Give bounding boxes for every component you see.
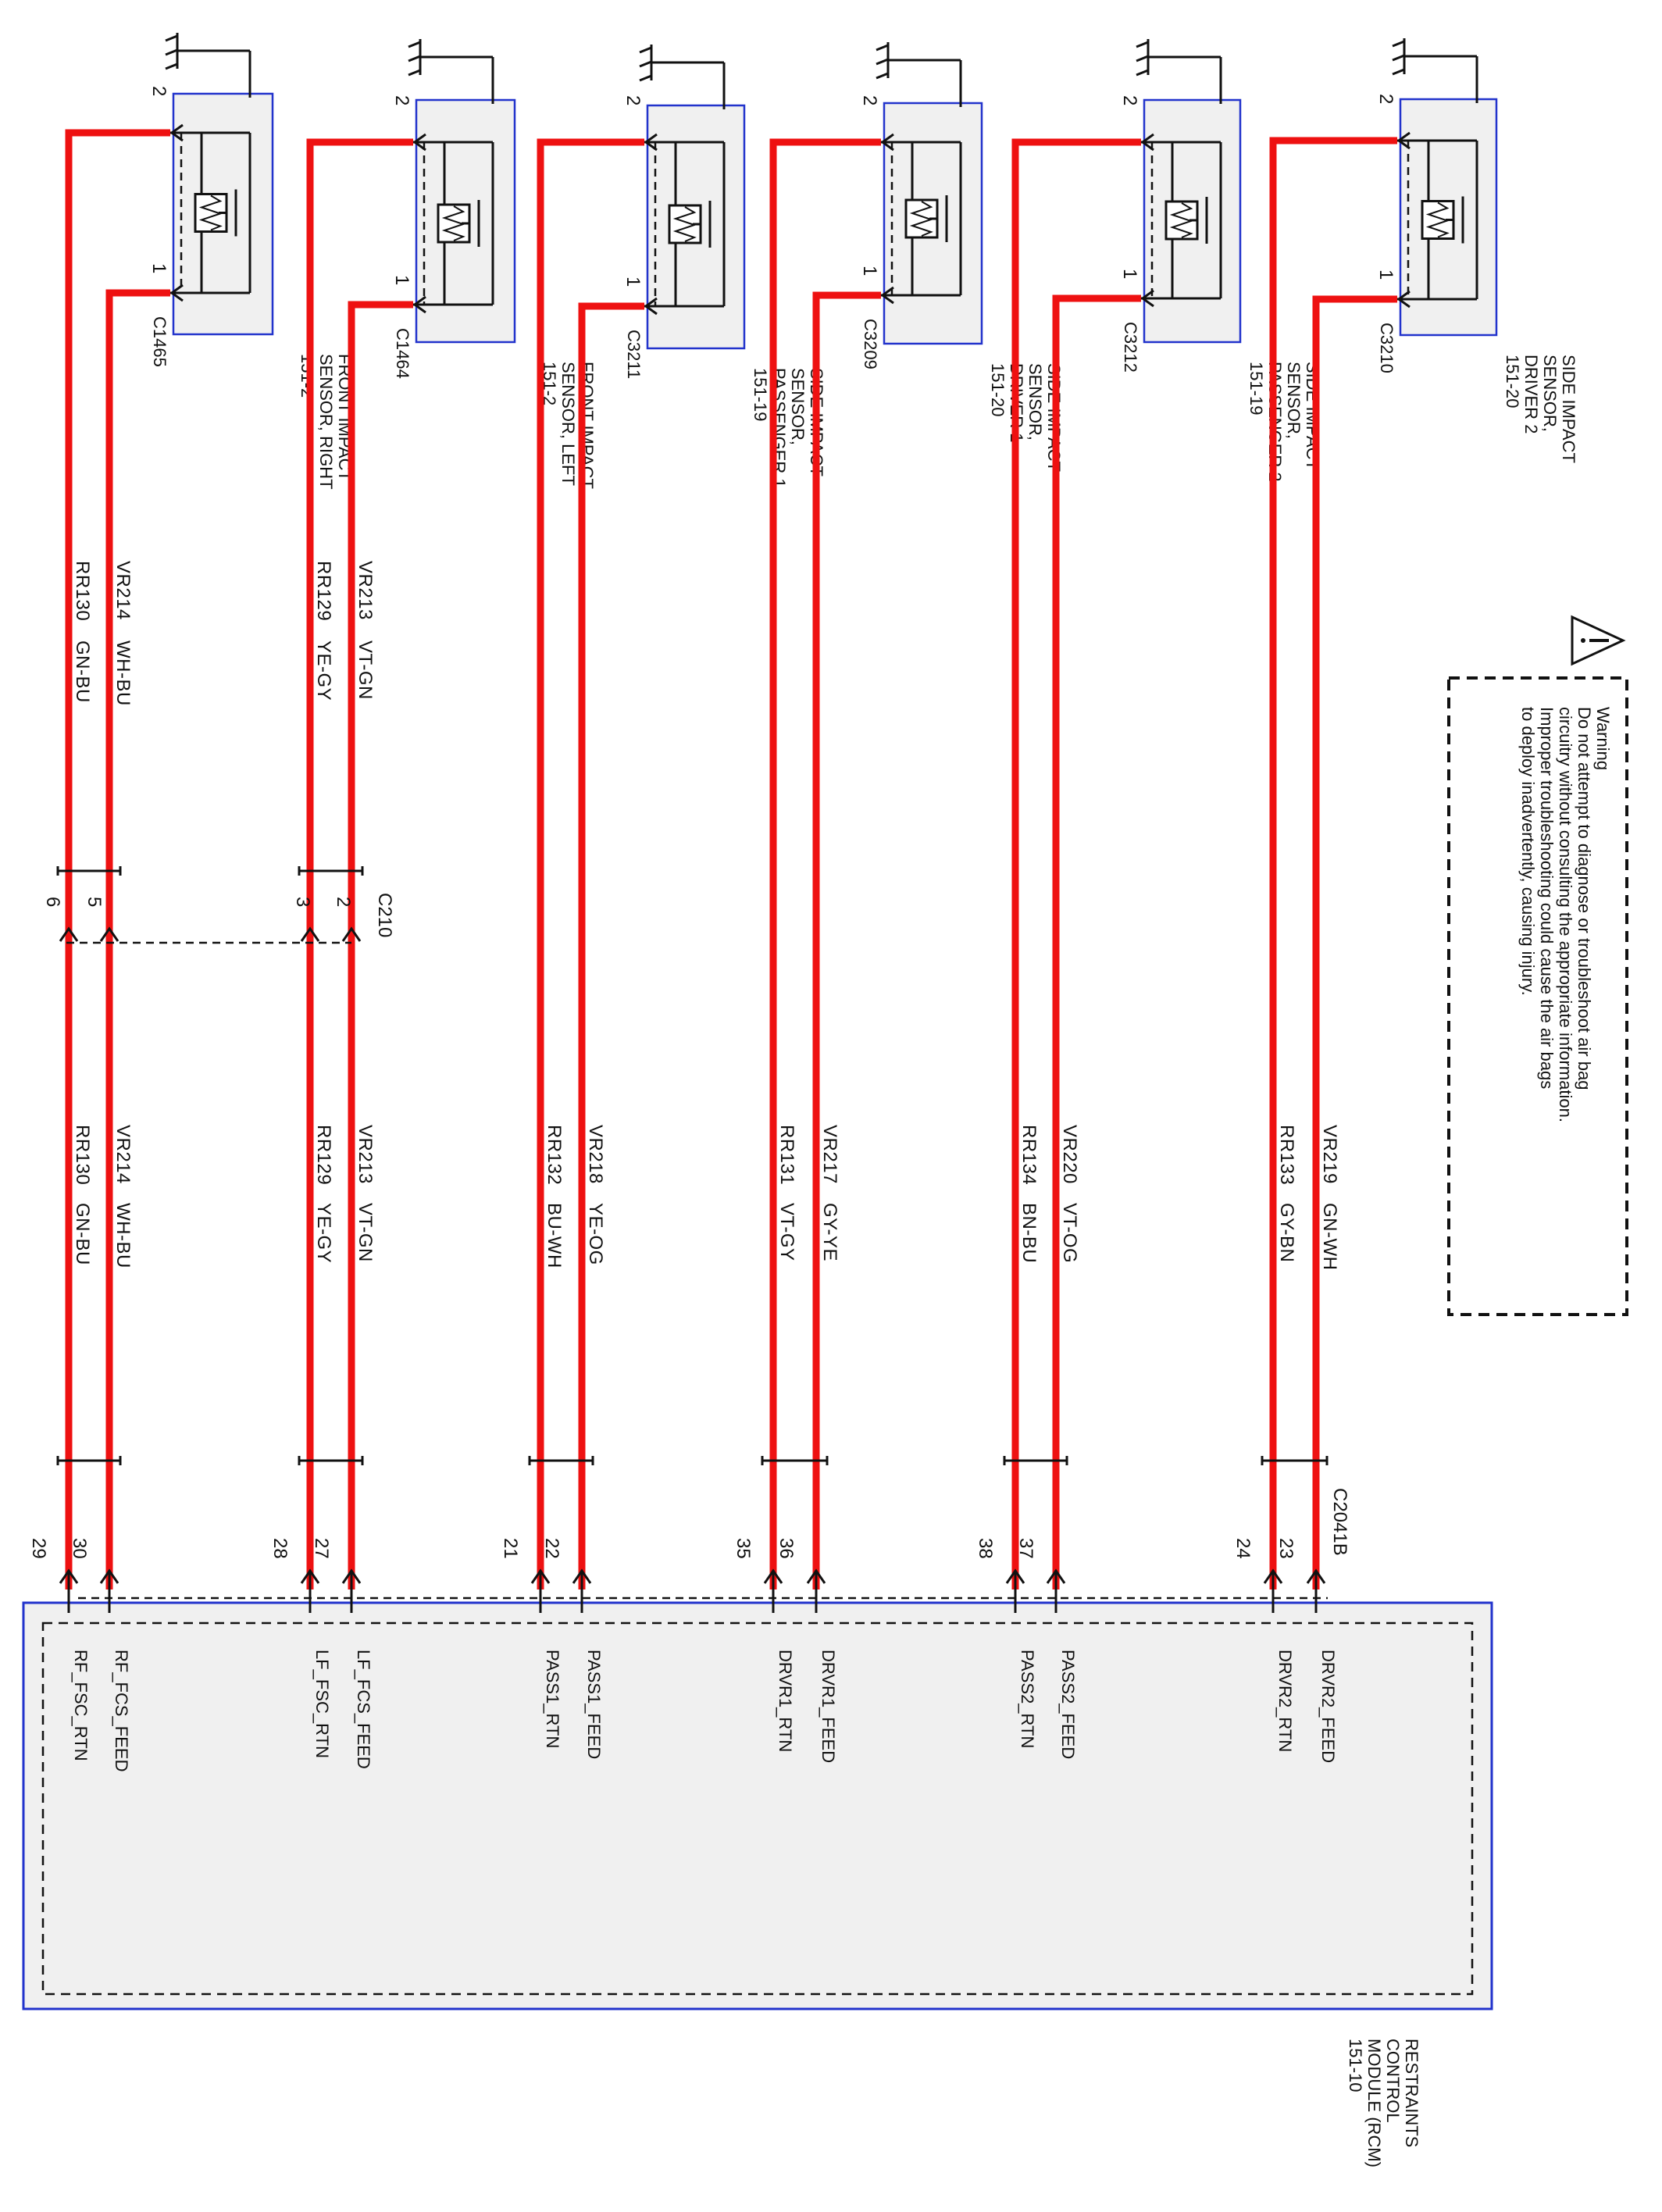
wire-color-vr217: GY-YE bbox=[819, 1203, 840, 1261]
sensor-lf bbox=[391, 39, 597, 489]
sensor-p2-name-1: SIDE IMPACT bbox=[1303, 362, 1322, 470]
upper-wire-label-rr129-group bbox=[313, 561, 334, 621]
sensor-p2-pin-2-group bbox=[1119, 95, 1140, 105]
signal-pass2_feed: PASS2_FEED bbox=[1058, 1650, 1078, 1760]
signal-pass1_feed: PASS1_FEED bbox=[584, 1650, 604, 1760]
rcm-pin-22: 22 bbox=[541, 1538, 562, 1559]
sensor-d1-name-3: DRIVER 1 bbox=[1007, 363, 1026, 443]
wire-label-rr132: RR132 bbox=[544, 1125, 565, 1186]
upper-wire-color-rr129-group bbox=[313, 640, 334, 701]
wire-color-rr129: YE-GY bbox=[313, 1203, 334, 1264]
sensor-d2-name-3-group bbox=[1521, 355, 1541, 433]
wire-color-vr218-group bbox=[585, 1203, 606, 1265]
warning-notice bbox=[1449, 617, 1627, 1315]
signal-drvr2_feed-group bbox=[1318, 1650, 1338, 1763]
wire-label-rr133: RR133 bbox=[1276, 1125, 1297, 1186]
sensor-rf-connector: C1465 bbox=[150, 316, 169, 367]
sensor-lf-ground-icon bbox=[408, 39, 493, 104]
signal-lf_fcs_feed: LF_FCS_FEED bbox=[354, 1650, 373, 1769]
sensor-d1-ground-icon bbox=[876, 42, 961, 107]
connector-c2041b bbox=[1329, 1488, 1350, 1556]
warning-line-4: to deploy inadvertently, causing injury. bbox=[1518, 707, 1538, 996]
rcm-pin-37-group bbox=[1015, 1538, 1036, 1559]
sensor-p2-pin-1-group bbox=[1119, 269, 1140, 279]
sensor-p1-ground-icon bbox=[640, 45, 724, 109]
signal-rf_fsc_rtn: RF_FSC_RTN bbox=[71, 1650, 91, 1761]
wire-label-rr134-group bbox=[1018, 1125, 1040, 1185]
signal-drvr2_rtn: DRVR2_RTN bbox=[1275, 1650, 1295, 1753]
c210-pin-6: 6 bbox=[42, 897, 63, 908]
sensor-lf-name-1: FRONT IMPACT bbox=[577, 362, 597, 489]
upper-wire-label-rr130: RR130 bbox=[72, 561, 93, 622]
sensor-d2-name-2-group bbox=[1540, 355, 1560, 432]
c210-pin-3: 3 bbox=[292, 897, 313, 908]
sensor-rf-ground-icon bbox=[166, 33, 250, 98]
warning-title: Warning bbox=[1593, 707, 1613, 771]
sensor-p1-pin-1-group bbox=[622, 276, 644, 287]
wire-label-rr130: RR130 bbox=[72, 1125, 93, 1186]
signal-drvr1_feed: DRVR1_FEED bbox=[819, 1650, 838, 1764]
rcm-pin-22-group bbox=[541, 1538, 562, 1559]
sensor-d2-name-2: SENSOR, bbox=[1540, 355, 1560, 433]
rcm-pin-30-group bbox=[69, 1538, 90, 1559]
sensor-p1-name-2-group bbox=[788, 368, 808, 445]
upper-wire-color-vr213: VT-GN bbox=[355, 640, 376, 700]
sensor-d2-pin-2: 2 bbox=[1375, 94, 1396, 105]
sensor-rf-name-1: FRONT IMPACT bbox=[335, 354, 355, 481]
upper-wire-label-vr214: VR214 bbox=[112, 561, 134, 620]
wire-label-vr214: VR214 bbox=[112, 1125, 134, 1184]
signal-rf_fcs_feed: RF_FCS_FEED bbox=[112, 1650, 131, 1772]
sensor-rf bbox=[148, 33, 355, 490]
sensor-d1-connector: C3209 bbox=[861, 319, 880, 369]
sensor-p2-name-4-group bbox=[1246, 362, 1266, 416]
wire-label-rr129-group bbox=[313, 1125, 334, 1185]
wire-color-vr218: YE-OG bbox=[585, 1203, 606, 1265]
wire-color-vr219: GN-WH bbox=[1319, 1203, 1340, 1271]
rcm-pin-21: 21 bbox=[500, 1538, 521, 1559]
rcm-pin-30: 30 bbox=[69, 1538, 90, 1559]
c210-pin-5: 5 bbox=[84, 897, 105, 908]
sensor-p2-pin-2: 2 bbox=[1119, 95, 1140, 106]
sensor-rf-pin-2-group bbox=[148, 86, 169, 96]
wire-label-rr134: RR134 bbox=[1018, 1125, 1040, 1186]
wire-color-vr220: VT-OG bbox=[1059, 1203, 1080, 1264]
circuit-rf bbox=[28, 133, 170, 1771]
sensor-p1-name-2: SENSOR, bbox=[788, 368, 808, 446]
upper-wire-label-rr130-group bbox=[72, 561, 93, 621]
rcm-pin-23: 23 bbox=[1275, 1538, 1296, 1559]
sensors-layer bbox=[148, 33, 1578, 490]
wire-color-rr131: VT-GY bbox=[776, 1203, 797, 1261]
sensor-p1-pin-1: 1 bbox=[622, 276, 644, 287]
wire-color-vr214-group bbox=[112, 1203, 134, 1268]
wire-color-rr133: GY-BN bbox=[1276, 1203, 1297, 1263]
signal-pass1_feed-group bbox=[584, 1650, 604, 1759]
signal-lf_fsc_rtn: LF_FSC_RTN bbox=[312, 1650, 332, 1758]
sensor-d1-pin-1-group bbox=[859, 266, 880, 276]
wire-label-vr217-group bbox=[819, 1125, 840, 1184]
rcm-name-line-2: CONTROL bbox=[1383, 2039, 1403, 2123]
sensor-d1-name-1: SIDE IMPACT bbox=[1044, 363, 1064, 472]
sensor-rf-name-3: 151-2 bbox=[298, 354, 317, 398]
sensor-d1-pin-2-group bbox=[859, 95, 880, 105]
sensor-rf-pin-2: 2 bbox=[148, 86, 169, 97]
rcm-pin-35: 35 bbox=[733, 1538, 754, 1559]
sensor-d1-name-4-group bbox=[988, 363, 1008, 417]
rcm-pin-24-group bbox=[1232, 1538, 1254, 1559]
wire-color-rr131-group bbox=[776, 1203, 797, 1261]
signal-drvr1_rtn-group bbox=[776, 1650, 795, 1752]
wire-label-rr131: RR131 bbox=[776, 1125, 797, 1186]
upper-wire-color-rr130-group bbox=[72, 640, 93, 703]
sensor-lf-pin-1: 1 bbox=[391, 275, 412, 286]
wire-lf-feed bbox=[351, 305, 413, 1589]
signal-lf_fcs_feed-group bbox=[354, 1650, 373, 1769]
rcm-pin-36-group bbox=[776, 1538, 797, 1559]
sensor-p1-connector-group bbox=[624, 330, 644, 379]
wire-color-vr213-group bbox=[355, 1203, 376, 1262]
wire-color-rr130: GN-BU bbox=[72, 1203, 93, 1265]
signal-drvr2_rtn-group bbox=[1275, 1650, 1295, 1752]
sensor-d2-pin-1: 1 bbox=[1375, 269, 1396, 280]
sensor-p1-name-4: 151-19 bbox=[751, 368, 770, 422]
wire-label-vr219: VR219 bbox=[1319, 1125, 1340, 1184]
sensor-lf-name-2-group bbox=[558, 362, 578, 486]
sensor-p1-name-4-group bbox=[751, 368, 770, 422]
sensor-lf-connector-group bbox=[393, 328, 412, 379]
c210-label: C210 bbox=[374, 893, 395, 938]
wire-label-vr213-group bbox=[355, 1125, 376, 1184]
wires-layer bbox=[28, 133, 1397, 1771]
upper-wire-color-rr130: GN-BU bbox=[72, 640, 93, 703]
wire-color-rr132: BU-WH bbox=[544, 1203, 565, 1268]
wire-label-vr220: VR220 bbox=[1059, 1125, 1080, 1184]
rcm-pin-28: 28 bbox=[269, 1538, 291, 1559]
wire-color-vr217-group bbox=[819, 1203, 840, 1261]
rcm-pin-38-group bbox=[975, 1538, 996, 1559]
wire-d1-feed bbox=[816, 295, 881, 1589]
sensor-lf-name-2: SENSOR, LEFT bbox=[558, 362, 578, 486]
sensor-d2-connector-group bbox=[1377, 323, 1396, 373]
wire-color-vr214: WH-BU bbox=[112, 1203, 134, 1268]
rcm-module-label bbox=[1346, 2039, 1421, 2167]
sensor-p2-pin-1: 1 bbox=[1119, 269, 1140, 280]
signal-pass1_rtn: PASS1_RTN bbox=[543, 1650, 562, 1749]
wire-label-rr133-group bbox=[1276, 1125, 1297, 1185]
signal-rf_fcs_feed-group bbox=[112, 1650, 131, 1771]
wire-color-rr132-group bbox=[544, 1203, 565, 1268]
rcm-pin-29-group bbox=[28, 1538, 49, 1559]
rcm-pin-24: 24 bbox=[1232, 1538, 1254, 1559]
wire-label-vr213: VR213 bbox=[355, 1125, 376, 1184]
wire-label-rr129: RR129 bbox=[313, 1125, 334, 1186]
wire-color-vr220-group bbox=[1059, 1203, 1080, 1263]
sensor-d2-pin-2-group bbox=[1375, 94, 1396, 104]
warning-line-3: Improper troubleshooting could cause the air bags bbox=[1537, 707, 1557, 1090]
signal-pass2_rtn-group bbox=[1018, 1650, 1037, 1748]
rcm-pin-27: 27 bbox=[311, 1538, 332, 1559]
sensor-d2-name-4-group bbox=[1503, 355, 1522, 409]
rcm-pin-35-group bbox=[733, 1538, 754, 1559]
wire-label-vr217: VR217 bbox=[819, 1125, 840, 1184]
rcm-pin-29: 29 bbox=[28, 1538, 49, 1559]
upper-wire-label-vr213: VR213 bbox=[355, 561, 376, 620]
wire-label-vr214-group bbox=[112, 1125, 134, 1184]
connector-c210 bbox=[42, 893, 395, 943]
signal-rf_fsc_rtn-group bbox=[71, 1650, 91, 1761]
sensor-p1-pin-2: 2 bbox=[622, 95, 644, 106]
sensor-p2-name-2-group bbox=[1284, 362, 1304, 439]
sensor-p2-connector: C3212 bbox=[1121, 322, 1140, 373]
sensor-d1-pin-2: 2 bbox=[859, 95, 880, 106]
warning-triangle-icon bbox=[1572, 617, 1623, 664]
sensor-d1-name-2: SENSOR, bbox=[1025, 363, 1045, 441]
sensor-d1-connector-group bbox=[861, 319, 880, 369]
sensor-p1 bbox=[622, 45, 826, 488]
rcm-pin-23-group bbox=[1275, 1538, 1296, 1559]
sensor-lf-pin-2-group bbox=[391, 95, 412, 105]
upper-wire-label-vr214-group bbox=[112, 561, 134, 620]
wire-label-vr218: VR218 bbox=[585, 1125, 606, 1184]
sensor-d2-name-1: SIDE IMPACT bbox=[1559, 355, 1578, 463]
sensor-lf-name-3: 151-2 bbox=[540, 362, 559, 406]
wire-label-rr130-group bbox=[72, 1125, 93, 1185]
rcm-name-line-3: MODULE (RCM) bbox=[1364, 2039, 1384, 2167]
upper-wire-label-rr129: RR129 bbox=[313, 561, 334, 622]
c2041b-label: C2041B bbox=[1329, 1488, 1350, 1556]
upper-wire-color-vr214: WH-BU bbox=[112, 640, 134, 706]
sensor-rf-name-2: SENSOR, RIGHT bbox=[316, 354, 336, 490]
sensor-lf-connector: C1464 bbox=[393, 328, 412, 379]
wire-color-rr134-group bbox=[1018, 1203, 1040, 1263]
rcm-pin-28-group bbox=[269, 1538, 291, 1559]
sensor-d2-connector: C3210 bbox=[1377, 323, 1396, 373]
sensor-p2-connector-group bbox=[1121, 322, 1140, 373]
wire-color-vr213: VT-GN bbox=[355, 1203, 376, 1262]
sensor-p1-name-3: PASSENGER 1 bbox=[769, 368, 789, 488]
wire-label-rr132-group bbox=[544, 1125, 565, 1185]
wire-color-vr219-group bbox=[1319, 1203, 1340, 1270]
rcm-module bbox=[23, 1598, 1492, 2009]
signal-pass2_feed-group bbox=[1058, 1650, 1078, 1759]
rcm-name-line-4: 151-10 bbox=[1346, 2039, 1365, 2092]
sensor-d2-name-3: DRIVER 2 bbox=[1521, 355, 1541, 434]
rcm-pin-38: 38 bbox=[975, 1538, 996, 1559]
sensor-d2 bbox=[1375, 38, 1578, 463]
sensor-rf-pin-1-group bbox=[148, 263, 169, 273]
rcm-pin-27-group bbox=[311, 1538, 332, 1559]
sensor-d2-ground-icon bbox=[1393, 38, 1477, 103]
sensor-d1-name-4: 151-20 bbox=[988, 363, 1008, 417]
c210-pin-2: 2 bbox=[333, 897, 354, 908]
sensor-p1-pin-2-group bbox=[622, 95, 644, 105]
upper-wire-color-rr129: YE-GY bbox=[313, 640, 334, 701]
signal-pass2_rtn: PASS2_RTN bbox=[1018, 1650, 1037, 1749]
wire-p1-feed bbox=[582, 306, 644, 1589]
wire-color-rr133-group bbox=[1276, 1203, 1297, 1262]
sensor-p1-connector: C3211 bbox=[624, 330, 644, 380]
signal-lf_fsc_rtn-group bbox=[312, 1650, 332, 1758]
signal-drvr1_feed-group bbox=[819, 1650, 838, 1763]
upper-wire-color-vr213-group bbox=[355, 640, 376, 700]
sensor-d1 bbox=[859, 42, 1064, 472]
rcm-pin-36: 36 bbox=[776, 1538, 797, 1559]
sensor-p2 bbox=[1119, 39, 1322, 482]
sensor-rf-pin-1: 1 bbox=[148, 263, 169, 274]
sensor-lf-pin-2: 2 bbox=[391, 95, 412, 106]
warning-line-2: circuitry without consulting the appropriate information. bbox=[1556, 707, 1575, 1122]
signal-pass1_rtn-group bbox=[543, 1650, 562, 1748]
sensor-rf-name-2-group bbox=[316, 354, 336, 490]
sensor-d2-name-4: 151-20 bbox=[1503, 355, 1522, 409]
wire-color-rr134: BN-BU bbox=[1018, 1203, 1040, 1264]
sensor-rf-connector-group bbox=[150, 316, 169, 367]
wire-label-vr218-group bbox=[585, 1125, 606, 1184]
rcm-pin-37: 37 bbox=[1015, 1538, 1036, 1559]
wire-p2-feed bbox=[1056, 298, 1141, 1589]
signal-drvr2_feed: DRVR2_FEED bbox=[1318, 1650, 1338, 1764]
wire-color-rr129-group bbox=[313, 1203, 334, 1263]
sensor-p2-name-2: SENSOR, bbox=[1284, 362, 1304, 440]
wire-label-vr219-group bbox=[1319, 1125, 1340, 1184]
sensor-d2-name-1-group bbox=[1559, 355, 1578, 463]
rcm-name-line-1: RESTRAINTS bbox=[1402, 2039, 1421, 2148]
wire-label-rr131-group bbox=[776, 1125, 797, 1185]
signal-drvr1_rtn: DRVR1_RTN bbox=[776, 1650, 795, 1753]
sensor-p2-name-4: 151-19 bbox=[1246, 362, 1266, 416]
sensor-p2-ground-icon bbox=[1136, 39, 1221, 104]
sensor-d2-pin-1-group bbox=[1375, 269, 1396, 280]
sensor-d1-name-2-group bbox=[1025, 363, 1045, 441]
rcm-pin-21-group bbox=[500, 1538, 521, 1559]
upper-wire-color-vr214-group bbox=[112, 640, 134, 706]
wire-label-vr220-group bbox=[1059, 1125, 1080, 1184]
wire-color-rr130-group bbox=[72, 1203, 93, 1265]
wire-d2-feed bbox=[1316, 299, 1397, 1589]
sensor-d1-pin-1: 1 bbox=[859, 266, 880, 276]
upper-wire-label-vr213-group bbox=[355, 561, 376, 620]
wire-rf-feed bbox=[109, 293, 170, 1589]
sensor-p2-name-3: PASSENGER 2 bbox=[1265, 362, 1285, 482]
sensor-lf-pin-1-group bbox=[391, 275, 412, 285]
sensor-p1-name-1: SIDE IMPACT bbox=[807, 368, 826, 476]
warning-line-1: Do not attempt to diagnose or troubleshoot air bag bbox=[1575, 707, 1594, 1090]
